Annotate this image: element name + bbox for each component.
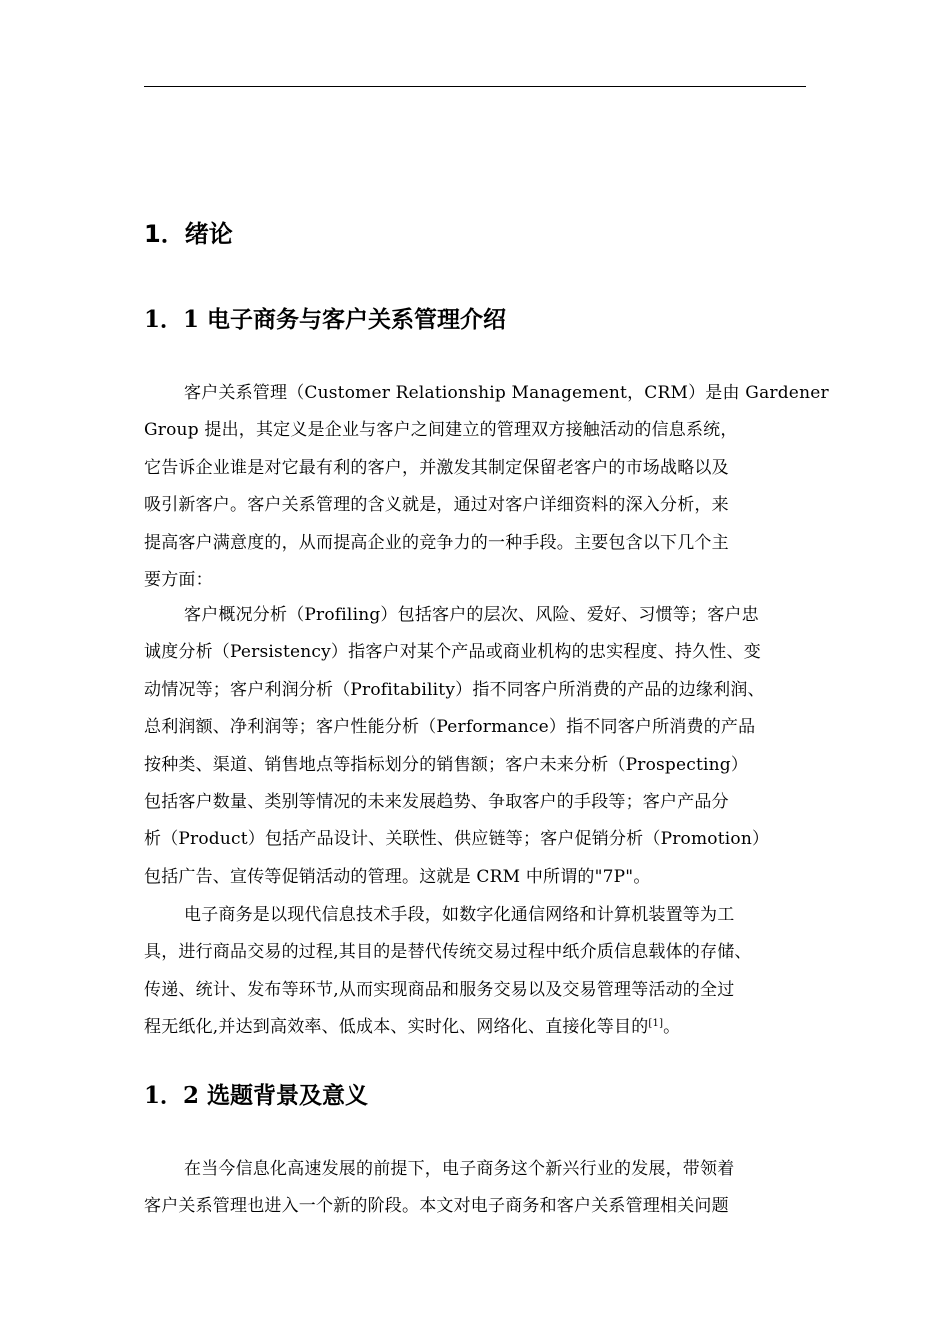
paragraph-text: 程无纸化,并达到高效率、低成本、实时化、网络化、直接化等目的	[144, 1017, 649, 1038]
paragraph-line: 包括客户数量、类别等情况的未来发展趋势、争取客户的手段等；客户产品分	[144, 791, 729, 812]
paragraph-background	[144, 1151, 734, 1226]
paragraph-line: 客户关系管理（Customer Relationship Management，CRM）是由 Gardener	[184, 383, 829, 403]
paragraph-line: 诚度分析（Persistency）指客户对某个产品或商业机构的忠实程度、持久性、变	[144, 642, 761, 663]
paragraph-line: 要方面：	[144, 569, 213, 590]
paragraph-7p-analysis	[144, 597, 769, 896]
paragraph-ecommerce-definition	[144, 897, 752, 1047]
paragraph-line	[144, 1009, 752, 1046]
paragraph-line: 具，进行商品交易的过程,其目的是替代传统交易过程中纸介质信息载体的存储、	[144, 942, 752, 963]
paragraph-line: 客户关系管理也进入一个新的阶段。本文对电子商务和客户关系管理相关问题	[144, 1196, 729, 1217]
paragraph-line: 包括广告、宣传等促销活动的管理。这就是 CRM 中所谓的"7P"。	[144, 866, 651, 887]
paragraph-line: 总利润额、净利润等；客户性能分析（Performance）指不同客户所消费的产品	[144, 717, 756, 738]
paragraph-line: 析（Product）包括产品设计、关联性、供应链等；客户促销分析（Promotion）	[144, 829, 770, 850]
paragraph-line: 在当今信息化高速发展的前提下，电子商务这个新兴行业的发展，带领着	[184, 1159, 735, 1179]
paragraph-line: Group 提出，其定义是企业与客户之间建立的管理双方接触活动的信息系统，	[144, 420, 738, 441]
paragraph-line: 它告诉企业谁是对它最有利的客户，并激发其制定保留老客户的市场战略以及	[144, 457, 729, 478]
paragraph-line: 按种类、渠道、销售地点等指标划分的销售额；客户未来分析（Prospecting）	[144, 754, 749, 775]
paragraph-crm-definition	[144, 375, 829, 599]
paragraph-line: 电子商务是以现代信息技术手段，如数字化通信网络和计算机装置等为工	[184, 905, 735, 925]
paragraph-line: 客户概况分析（Profiling）包括客户的层次、风险、爱好、习惯等；客户忠	[184, 605, 759, 625]
paragraph-line: 吸引新客户。客户关系管理的含义就是，通过对客户详细资料的深入分析，来	[144, 495, 729, 516]
paragraph-text: 。	[663, 1017, 681, 1038]
chapter-title: 1．绪论	[144, 220, 233, 248]
paragraph-line: 提高客户满意度的，从而提高企业的竞争力的一种手段。主要包含以下几个主	[144, 532, 729, 553]
section-title-1-1: 1．1 电子商务与客户关系管理介绍	[144, 306, 507, 333]
citation-reference[interactable]: [1]	[648, 1018, 664, 1030]
paragraph-line: 动情况等；客户利润分析（Profitability）指不同客户所消费的产品的边缘利润、	[144, 679, 765, 700]
header-rule	[144, 86, 806, 87]
section-title-1-2: 1．2 选题背景及意义	[144, 1082, 369, 1109]
paragraph-line: 传递、统计、发布等环节,从而实现商品和服务交易以及交易管理等活动的全过	[144, 979, 735, 1000]
